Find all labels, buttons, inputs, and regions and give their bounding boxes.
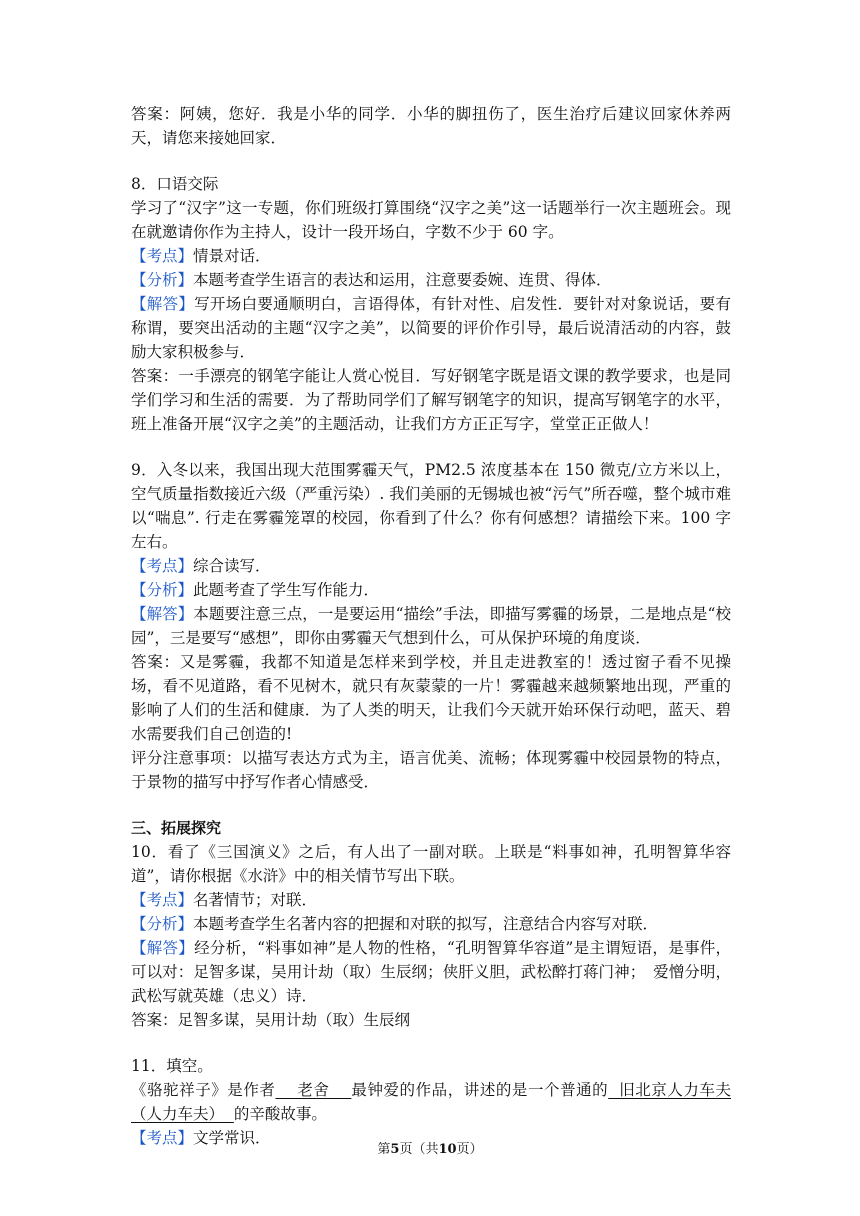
q8-question: 学习了“汉字”这一专题，你们班级打算围绕“汉字之美”这一话题举行一次主题班会。现在就邀请你作为主持人，设计一段开场白，字数不少于 60 字。 — [131, 199, 731, 241]
blank-author: 老舍 — [275, 1081, 352, 1099]
section-title: 三、拓展探究 — [131, 819, 222, 837]
jieda-tag: 【解答】 — [131, 295, 195, 313]
page-total: 10 — [438, 1142, 457, 1157]
q9-answer: 答案：又是雾霾，我都不知道是怎样来到学校，并且走进教室的！透过窗子看不见操场，看不见道路，看不见树木，就只有灰蒙蒙的一片！雾霾越来越频繁地出现，严重的影响了人们的生活和健康．为了人类的明天，让我们今天就开始环保行动吧，蓝天、碧水需要我们自己创造的! — [131, 653, 731, 743]
q8-kaodian: 【考点】情景对话． — [131, 247, 271, 265]
q8-answer: 答案：一手漂亮的钢笔字能让人赏心悦目．写好钢笔字既是语文课的教学要求，也是同学们学习和生活的需要．为了帮助同学们了解写钢笔字的知识，提高写钢笔字的水平，班上准备开展“汉字之美”的主题活动，让我们方方正正写字，堂堂正正做人！ — [131, 367, 731, 433]
jieda-tag: 【解答】 — [131, 605, 194, 623]
q8-title: 8．口语交际 — [131, 175, 219, 193]
q10-fenxi: 【分析】本题考查学生名著内容的把握和对联的拟写，注意结合内容写对联． — [131, 915, 659, 933]
q9-scoring: 评分注意事项：以描写表达方式为主，语言优美、流畅；体现雾霾中校园景物的特点，于景物的描写中抒写作者心情感受． — [131, 749, 731, 791]
q8-fenxi: 【分析】本题考查学生语言的表达和运用，注意要委婉、连贯、得体． — [131, 271, 612, 289]
q7-answer: 答案：阿姨，您好．我是小华的同学．小华的脚扭伤了，医生治疗后建议回家休养两天，请您来接她回家． — [131, 105, 731, 147]
q9-kaodian: 【考点】综合读写． — [131, 557, 271, 575]
q11-title: 11．填空。 — [131, 1057, 213, 1075]
q10-answer: 答案：足智多谋，吴用计劫（取）生辰纲 — [131, 1011, 411, 1029]
kaodian-tag: 【考点】 — [131, 247, 194, 265]
fenxi-tag: 【分析】 — [131, 915, 194, 933]
fenxi-tag: 【分析】 — [131, 271, 194, 289]
q10-kaodian: 【考点】名著情节；对联． — [131, 891, 318, 909]
page-footer: 第5页（共10页） — [377, 1142, 483, 1157]
q11-kaodian: 【考点】文学常识． — [131, 1129, 271, 1147]
q10-jieda: 【解答】经分析，“料事如神”是人物的性格，“孔明智算华容道”是主谓短语，是事件，可以对：足智多谋，吴用计劫（取）生辰纲；侠肝义胆，武松醉打蒋门神； 爱憎分明，武松写就英雄（忠义）诗． — [131, 939, 731, 1005]
jieda-tag: 【解答】 — [131, 939, 195, 957]
q11-question: 《骆驼祥子》是作者 老舍 最钟爱的作品，讲述的是一个普通的 旧北京人力车夫（人力车夫） 的辛酸故事。 — [131, 1081, 731, 1123]
kaodian-tag: 【考点】 — [131, 891, 194, 909]
blank-protagonist: 旧北京人力车夫（人力车夫） — [131, 1081, 731, 1123]
fenxi-tag: 【分析】 — [131, 581, 194, 599]
page-content — [131, 102, 731, 1150]
page-number: 5 — [390, 1142, 400, 1157]
kaodian-tag: 【考点】 — [131, 557, 194, 575]
q8-jieda: 【解答】写开场白要通顺明白，言语得体，有针对性、启发性．要针对对象说话，要有称谓，要突出活动的主题“汉字之美”，以简要的评价作引导，最后说清活动的内容，鼓励大家积极参与． — [131, 295, 731, 361]
kaodian-tag: 【考点】 — [131, 1129, 194, 1147]
q9-fenxi: 【分析】此题考查了学生写作能力． — [131, 581, 380, 599]
q9-jieda: 【解答】本题要注意三点，一是要运用“描绘”手法，即描写雾霾的场景，二是地点是“校园”，三是要写“感想”，即你由雾霾天气想到什么，可从保护环境的角度谈． — [131, 605, 731, 647]
q9-question: 9．入冬以来，我国出现大范围雾霾天气，PM2.5 浓度基本在 150 微克/立方米以上，空气质量指数接近六级（严重污染）. 我们美丽的无锡城也被“污气”所吞噬，整个城市难以“喘息”. 行走在雾霾笼罩的校园，你看到了什么？你有何感想？请描绘下来。100 字左右。 — [131, 461, 731, 551]
q10-question: 10．看了《三国演义》之后，有人出了一副对联。上联是“料事如神，孔明智算华容道”，请你根据《水浒》中的相关情节写出下联。 — [131, 843, 731, 885]
